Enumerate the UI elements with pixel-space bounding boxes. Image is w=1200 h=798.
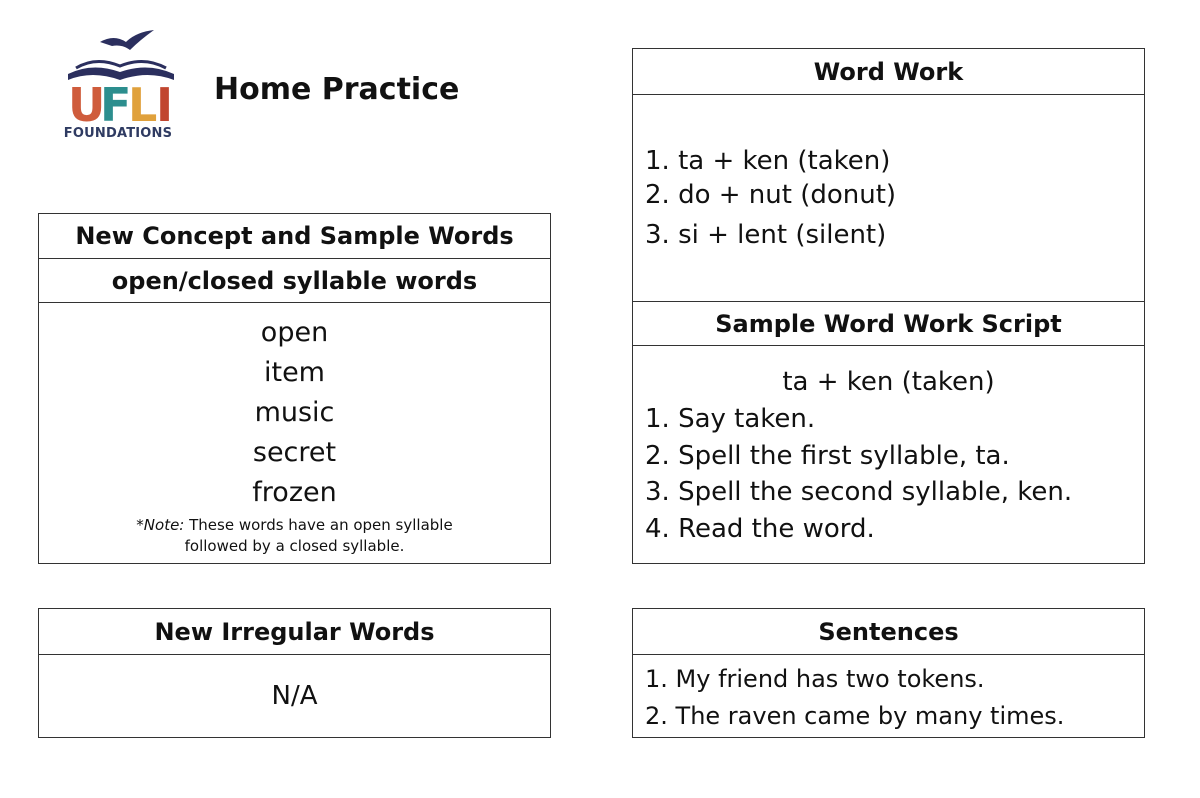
- sample-word: item: [263, 357, 325, 388]
- word-work-section: [633, 95, 1144, 302]
- word-work-item: 2. do + nut (donut): [645, 180, 897, 210]
- sample-word: open: [260, 317, 329, 348]
- logo-letter-f: F: [100, 78, 132, 128]
- script-header: Sample Word Work Script: [633, 302, 1144, 346]
- word-work-header: Word Work: [633, 49, 1144, 95]
- script-example: ta + ken (taken): [782, 367, 995, 397]
- script-step: 4. Read the word.: [645, 514, 875, 544]
- page-title: Home Practice: [214, 72, 460, 107]
- script-step: 3. Spell the second syllable, ken.: [645, 477, 1073, 507]
- sentences-box: [632, 608, 1145, 738]
- sample-word: secret: [252, 437, 337, 468]
- logo-letter-u: U: [68, 78, 106, 128]
- bird-icon: [100, 30, 154, 50]
- sample-word: music: [254, 397, 335, 428]
- concept-header: New Concept and Sample Words: [39, 214, 550, 259]
- word-work-item: 1. ta + ken (taken): [645, 146, 891, 176]
- logo-letter-l: L: [128, 78, 158, 128]
- concept-box: [38, 213, 551, 564]
- sentence-item: 2. The raven came by many times.: [645, 702, 1065, 730]
- ufli-foundations-logo: [62, 28, 182, 152]
- script-steps-list: [633, 401, 1144, 549]
- sentence-item: 1. My friend has two tokens.: [645, 665, 985, 693]
- sentences-header: Sentences: [633, 609, 1144, 655]
- script-step: 2. Spell the first syllable, ta.: [645, 441, 1010, 471]
- word-work-box: [632, 48, 1145, 564]
- concept-subheader: open/closed syllable words: [39, 259, 550, 303]
- logo-subtitle: FOUNDATIONS: [63, 126, 173, 141]
- irregular-words-content: N/A: [271, 681, 318, 711]
- sentences-list: [633, 655, 1144, 735]
- word-work-list: [633, 144, 1144, 258]
- note-line-2: followed by a closed syllable.: [184, 537, 405, 555]
- sample-words-list: [39, 303, 550, 513]
- note-label: *Note:: [136, 516, 185, 534]
- concept-note: [39, 515, 550, 557]
- note-line-1: These words have an open syllable: [189, 516, 453, 534]
- logo-letter-i: I: [156, 78, 174, 128]
- script-section: [633, 346, 1144, 549]
- script-step: 1. Say taken.: [645, 404, 816, 434]
- book-and-bird-icon: [62, 28, 182, 128]
- word-work-item: 3. si + lent (silent): [645, 220, 887, 250]
- irregular-words-box: [38, 608, 551, 738]
- sample-word: frozen: [252, 477, 337, 508]
- irregular-words-header: New Irregular Words: [39, 609, 550, 655]
